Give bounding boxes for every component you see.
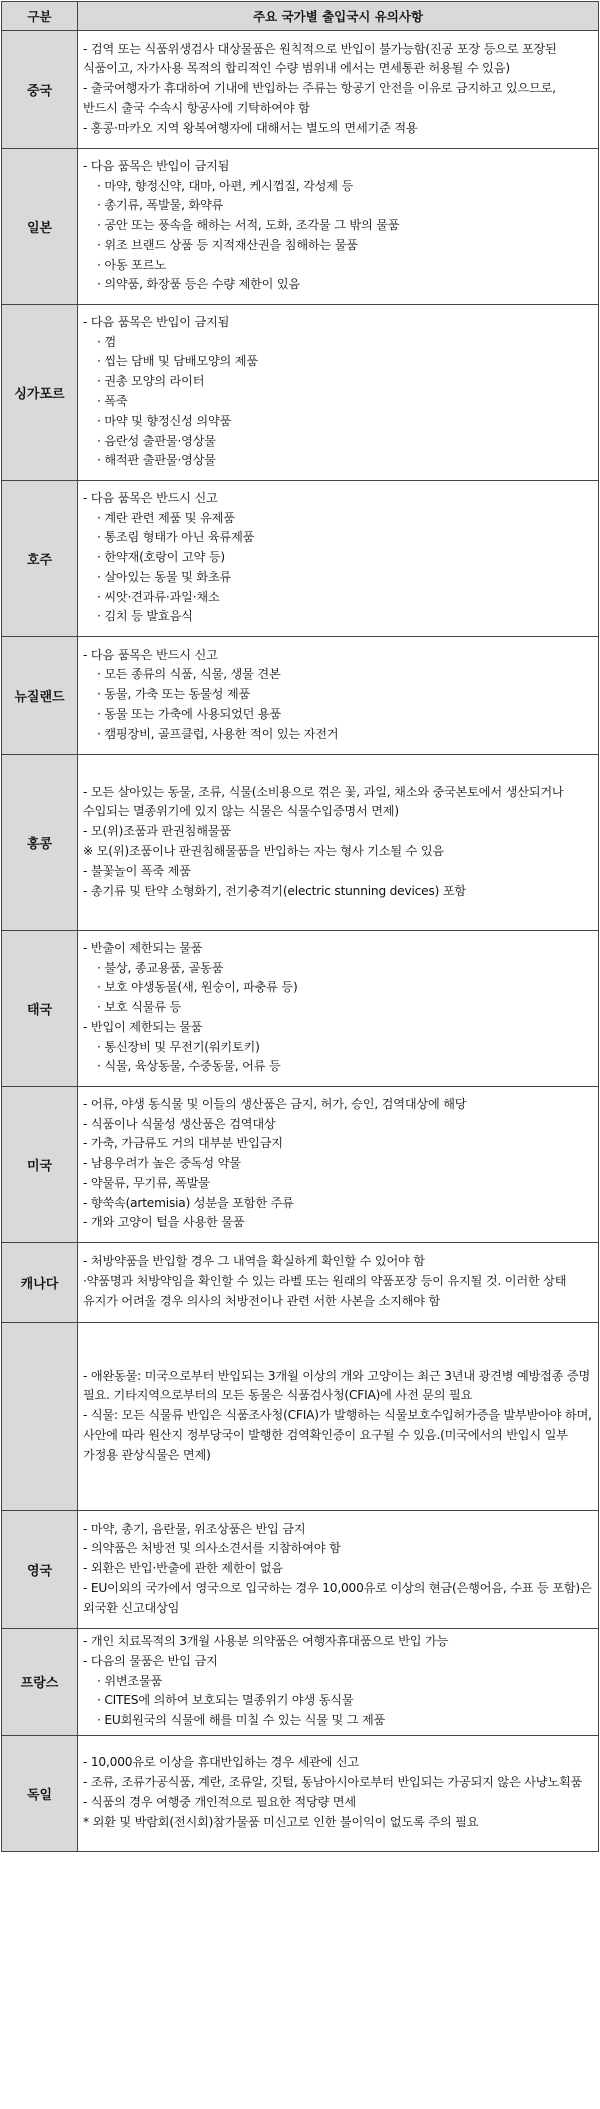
note-line: · 한약재(호랑이 고약 등) (97, 550, 225, 565)
note-line: - 마약, 총기, 음란물, 위조상품은 반입 금지 (83, 1521, 306, 1536)
note-line: - 외환은 반입·반출에 관한 제한이 없음 (83, 1561, 283, 1576)
country-notes (78, 31, 599, 149)
header-title: 주요 국가별 출입국시 유의사항 (78, 2, 599, 31)
note-line: · 폭죽 (97, 394, 128, 408)
country-cell: 독일 (2, 1735, 78, 1851)
note-line: · 의약품, 화장품 등은 수량 제한이 있음 (97, 277, 300, 292)
note-line: - 모든 살아있는 동물, 조류, 식물(소비용으로 꺾은 꽃, 과일, 채소와 중국본토에서 생산되거나 수입되는 멸종위기에 있지 않는 식물은 식물수입증명서 면제) (83, 784, 564, 819)
note-line: · 공안 또는 풍속을 해하는 서적, 도화, 조각물 그 밖의 물품 (97, 218, 400, 233)
note-line: - 식물: 모든 식물류 반입은 식품조사청(CFIA)가 발행하는 식물보호수입허가증을 발부받아야 하며, 사안에 따라 원산지 정부당국이 발행한 검역확인증이 요구될 수 있음.(미국에서의 반입시 일부 가정용 관상식물은 면제) (83, 1408, 592, 1462)
note-line: - 식품의 경우 여행중 개인적으로 필요한 적당량 면세 (83, 1794, 356, 1809)
table-row (2, 1735, 599, 1851)
country-notes (78, 481, 599, 637)
country-notes (78, 637, 599, 755)
note-line: · 동물 또는 가축에 사용되었던 용품 (97, 706, 282, 721)
table-row (2, 1629, 599, 1736)
note-line: ·약품명과 처방약임을 확인할 수 있는 라벨 또는 원래의 약품포장 등이 유지될 것. 이러한 상태 유지가 어려울 경우 의사의 처방전이나 관련 서한 사본을 소지해야 함 (83, 1274, 567, 1308)
note-line: - 다음 품목은 반입이 금지됨 (83, 314, 230, 329)
note-line: ※ 모(위)조품이나 판권침해물품을 반입하는 자는 형사 기소될 수 있음 (83, 844, 444, 858)
note-line: - 반입이 제한되는 물품 (83, 1019, 203, 1034)
note-line: - 모(위)조품과 판권침해물품 (83, 824, 231, 839)
country-notes (78, 931, 599, 1087)
note-line: - 약물류, 무기류, 폭발물 (83, 1175, 210, 1190)
note-line: - 다음 품목은 반드시 신고 (83, 647, 218, 662)
country-notes (78, 1087, 599, 1243)
note-line: · EU회원국의 식물에 해를 미칠 수 있는 식물 및 그 제품 (97, 1713, 386, 1728)
table-header-row (2, 2, 599, 31)
note-line: · 계란 관련 제품 및 유제품 (97, 510, 235, 525)
note-line: - 향쑥속(artemisia) 성분을 포함한 주류 (83, 1195, 294, 1210)
header-category: 구분 (2, 2, 78, 31)
note-line: - 의약품은 처방전 및 의사소견서를 지참하여야 함 (83, 1541, 341, 1556)
note-line: · 총기류, 폭발물, 화약류 (97, 198, 224, 213)
note-line: - 조류, 조류가공식품, 계란, 조류알, 깃털, 동남아시아로부터 반입되는 가공되지 않은 사냥노획품 (83, 1775, 583, 1790)
note-line: - 다음 품목은 반입이 금지됨 (83, 158, 230, 173)
note-line: - 남용우려가 높은 중독성 약물 (83, 1156, 241, 1171)
table-row (2, 1243, 599, 1323)
table-row (2, 1087, 599, 1243)
table-row (2, 1511, 599, 1629)
table-row (2, 481, 599, 637)
note-line: · 마약, 향정신약, 대마, 아편, 케시껍질, 각성제 등 (97, 178, 354, 193)
note-line: - 출국여행자가 휴대하여 기내에 반입하는 주류는 항공기 안전을 이유로 금지하고 있으므로, 반드시 출국 수속시 항공사에 기탁하여야 함 (83, 81, 556, 115)
note-line: · 모든 종류의 식품, 식물, 생물 견본 (97, 667, 281, 682)
note-line: · 씨앗·견과류·과일·채소 (97, 589, 220, 604)
note-line: - 총기류 및 탄약 소형화기, 전기충격기(electric stunning devices) 포함 (83, 883, 467, 898)
note-line: · 동물, 가축 또는 동물성 제품 (97, 687, 251, 702)
country-cell: 싱가포르 (2, 305, 78, 481)
note-line: - 어류, 야생 동식물 및 이들의 생산품은 금지, 허가, 승인, 검역대상에 해당 (83, 1096, 467, 1111)
note-line: - 다음의 물품은 반입 금지 (83, 1653, 218, 1668)
country-notes (78, 305, 599, 481)
note-line: · 통조림 형태가 아닌 육류제품 (97, 530, 255, 545)
note-line: · 캠핑장비, 골프클럽, 사용한 적이 있는 자전거 (97, 726, 339, 741)
table-row (2, 31, 599, 149)
table-row (2, 637, 599, 755)
country-notes (78, 1629, 599, 1736)
note-line: · 아동 포르노 (97, 257, 166, 272)
country-notes (78, 1735, 599, 1851)
country-cell: 캐나다 (2, 1243, 78, 1323)
country-cell (2, 1323, 78, 1511)
note-line: · 위조 브랜드 상품 등 지적재산권을 침해하는 물품 (97, 237, 358, 252)
table-row (2, 755, 599, 931)
table-row (2, 149, 599, 305)
note-line: · 불상, 종교용품, 골동품 (97, 960, 224, 975)
country-cell: 태국 (2, 931, 78, 1087)
note-line: · 위변조물품 (97, 1673, 163, 1688)
country-cell: 호주 (2, 481, 78, 637)
note-line: - 가축, 가금류도 거의 대부분 반입금지 (83, 1136, 283, 1151)
country-cell: 중국 (2, 31, 78, 149)
note-line: · 해적판 출판물·영상물 (97, 453, 216, 468)
country-cell: 뉴질랜드 (2, 637, 78, 755)
country-cell: 프랑스 (2, 1629, 78, 1736)
note-line: · 식물, 육상동물, 수중동물, 어류 등 (97, 1059, 281, 1074)
note-line: - 검역 또는 식품위생검사 대상물품은 원칙적으로 반입이 불가능함(진공 포장 등으로 포장된 식품이고, 자가사용 목적의 합리적인 수량 범위내 에서는 면세통관 허용될 수 있음) (83, 41, 557, 76)
note-line: - EU이외의 국가에서 영국으로 입국하는 경우 10,000유로 이상의 현금(은행어음, 수표 등 포함)은 외국환 신고대상임 (83, 1580, 592, 1615)
note-line: - 개와 고양이 털을 사용한 물품 (83, 1215, 245, 1230)
note-line: - 애완동물: 미국으로부터 반입되는 3개월 이상의 개와 고양이는 최근 3년내 광견병 예방접종 증명 필요. 기타지역으로부터의 모든 동물은 식품검사청(CFIA)에 사전 문의 필요 (83, 1368, 591, 1403)
note-line: · 마약 및 향정신성 의약품 (97, 413, 232, 428)
country-notes (78, 1243, 599, 1323)
table-row (2, 305, 599, 481)
table-row (2, 1323, 599, 1511)
country-notes (78, 149, 599, 305)
note-line: * 외환 및 박람회(전시회)참가물품 미신고로 인한 불이익이 없도록 주의 필요 (83, 1814, 479, 1829)
note-line: · 김치 등 발효음식 (97, 609, 193, 624)
note-line: - 개인 치료목적의 3개월 사용분 의약품은 여행자휴대품으로 반입 가능 (83, 1634, 449, 1648)
country-cell: 홍콩 (2, 755, 78, 931)
note-line: · 보호 식물류 등 (97, 1000, 182, 1015)
note-line: - 반출이 제한되는 물품 (83, 940, 203, 955)
note-line: - 다음 품목은 반드시 신고 (83, 490, 218, 505)
note-line: - 홍콩·마카오 지역 왕복여행자에 대해서는 별도의 면세기준 적용 (83, 120, 418, 135)
country-cell: 영국 (2, 1511, 78, 1629)
country-cell: 일본 (2, 149, 78, 305)
note-line: - 불꽃놀이 폭죽 제품 (83, 863, 191, 878)
note-line: · CITES에 의하여 보호되는 멸종위기 야생 동식물 (97, 1693, 354, 1708)
note-line: · 음란성 출판물·영상물 (97, 433, 216, 448)
note-line: - 10,000유로 이상을 휴대반입하는 경우 세관에 신고 (83, 1755, 360, 1770)
table-row (2, 931, 599, 1087)
country-notes (78, 755, 599, 931)
note-line: - 식품이나 식물성 생산품은 검역대상 (83, 1116, 276, 1131)
country-notes (78, 1511, 599, 1629)
note-line: · 살아있는 동물 및 화초류 (97, 569, 232, 584)
note-line: · 껌 (97, 334, 116, 349)
country-notes (78, 1323, 599, 1511)
note-line: · 통신장비 및 무전기(워키토키) (97, 1039, 260, 1054)
travel-customs-table (1, 1, 599, 1852)
country-cell: 미국 (2, 1087, 78, 1243)
note-line: - 처방약품을 반입할 경우 그 내역을 확실하게 확인할 수 있어야 함 (83, 1254, 425, 1269)
note-line: · 보호 야생동물(새, 원숭이, 파충류 등) (97, 980, 298, 995)
note-line: · 권총 모양의 라이터 (97, 374, 205, 389)
note-line: · 씹는 담배 및 담배모양의 제품 (97, 354, 258, 369)
